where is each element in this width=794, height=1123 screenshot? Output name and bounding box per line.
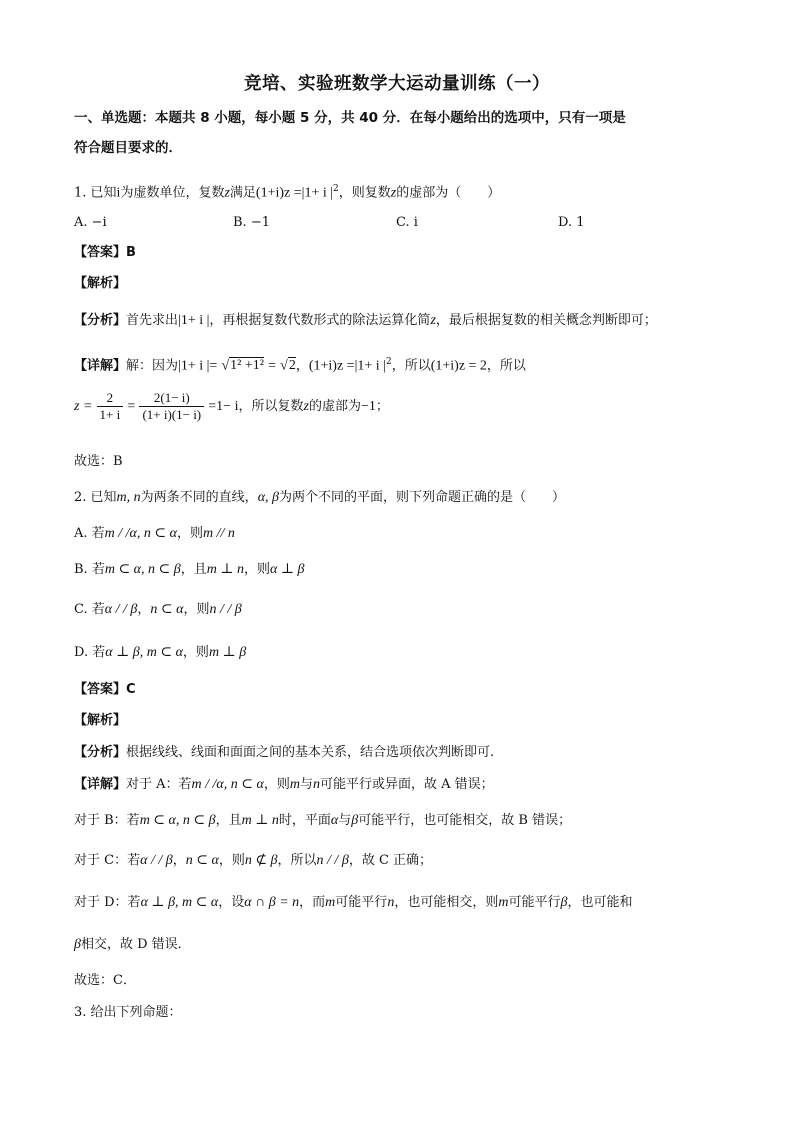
q1-option-a: A. −i (74, 215, 107, 230)
q2-option-a: A. 若m / /α, n ⊂ α，则m // n (74, 526, 235, 541)
q1-stem: 1. 已知i为虚数单位，复数z满足(1+i)z =|1+ i $|^2$，则复数z的虚部为（ ） (74, 184, 501, 201)
q2-xiangjie-a: 【详解】对于 A：若m / /α, n ⊂ α，则m与n可能平行或异面，故 A 错误； (74, 777, 494, 792)
q2-option-c: C. 若α / / β，n ⊂ α，则n / / β (74, 602, 242, 617)
q2-xiangjie-d: 对于 D：若α ⊥ β, m ⊂ α，设α ∩ β = n，而m可能平行n，也可能相交，则m可能平行β，也可能和 (74, 895, 633, 910)
q2-choose: 故选：C． (74, 973, 136, 988)
q2-xiangjie-d-cont: β相交，故 D 错误． (74, 937, 191, 952)
q2-option-b: B. 若m ⊂ α, n ⊂ β，且m ⊥ n，则α ⊥ β (74, 562, 305, 577)
q2-fenxi: 【分析】根据线线、线面和面面之间的基本关系，结合选项依次判断即可. (74, 745, 495, 760)
q3-stem: 3. 给出下列命题： (74, 1005, 182, 1020)
fraction: $\frac{2}{1+ i}$ (97, 390, 124, 423)
fraction: $\frac{2(1- i)}{(1+ i)(1- i)}$ (139, 390, 204, 423)
sqrt-sign: √ (280, 358, 288, 374)
q1-option-c: C. i (396, 215, 418, 230)
q2-answer: 【答案】C (74, 682, 136, 697)
section-heading-line1: 一、单选题：本题共 8 小题，每小题 5 分，共 40 分．在每小题给出的选项中，只有一项是 (74, 110, 626, 126)
q1-analysis-label: 【解析】 (74, 276, 127, 291)
q2-analysis-label: 【解析】 (74, 713, 127, 728)
sqrt-sign: √ (221, 358, 230, 374)
q1-option-b: B. −1 (233, 215, 270, 230)
section-heading-line2: 符合题目要求的． (74, 140, 182, 156)
q1-option-d: D. 1 (558, 215, 585, 230)
q1-xiangjie: 【详解】解：因为|1+ i |= √1² +1² = √2，(1+i)z =|1+ i $|^2$，所以(1+i)z = 2，所以 (74, 357, 526, 374)
page-title: 竞培、实验班数学大运动量训练（一） (244, 74, 550, 94)
q1-fenxi: 【分析】首先求出|1+ i |，再根据复数代数形式的除法运算化简z，最后根据复数的相关概念判断即可； (74, 313, 657, 328)
q2-option-d: D. 若α ⊥ β, m ⊂ α，则m ⊥ β (74, 645, 247, 660)
q2-xiangjie-c: 对于 C：若α / / β，n ⊂ α，则n ⊄ β，所以n / / β，故 C 正确； (74, 853, 433, 868)
q2-stem: 2. 已知m, n为两条不同的直线，α, β为两个不同的平面，则下列命题正确的是（ ） (74, 490, 566, 505)
q2-xiangjie-b: 对于 B：若m ⊂ α, n ⊂ β，且m ⊥ n时，平面α与β可能平行，也可能相交，故 B 错误； (74, 813, 572, 828)
q1-answer: 【答案】B (74, 245, 136, 260)
q1-choose: 故选：B (74, 454, 123, 469)
q1-condition: (1+i)z =|1+ i | (255, 185, 334, 201)
q1-calculation: z = $\frac{2}{1+ i}$ = $\frac{2(1- i)}{(1+ i)(1- i)}$ =1− i，所以复数z的虚部为−1； (74, 390, 389, 422)
